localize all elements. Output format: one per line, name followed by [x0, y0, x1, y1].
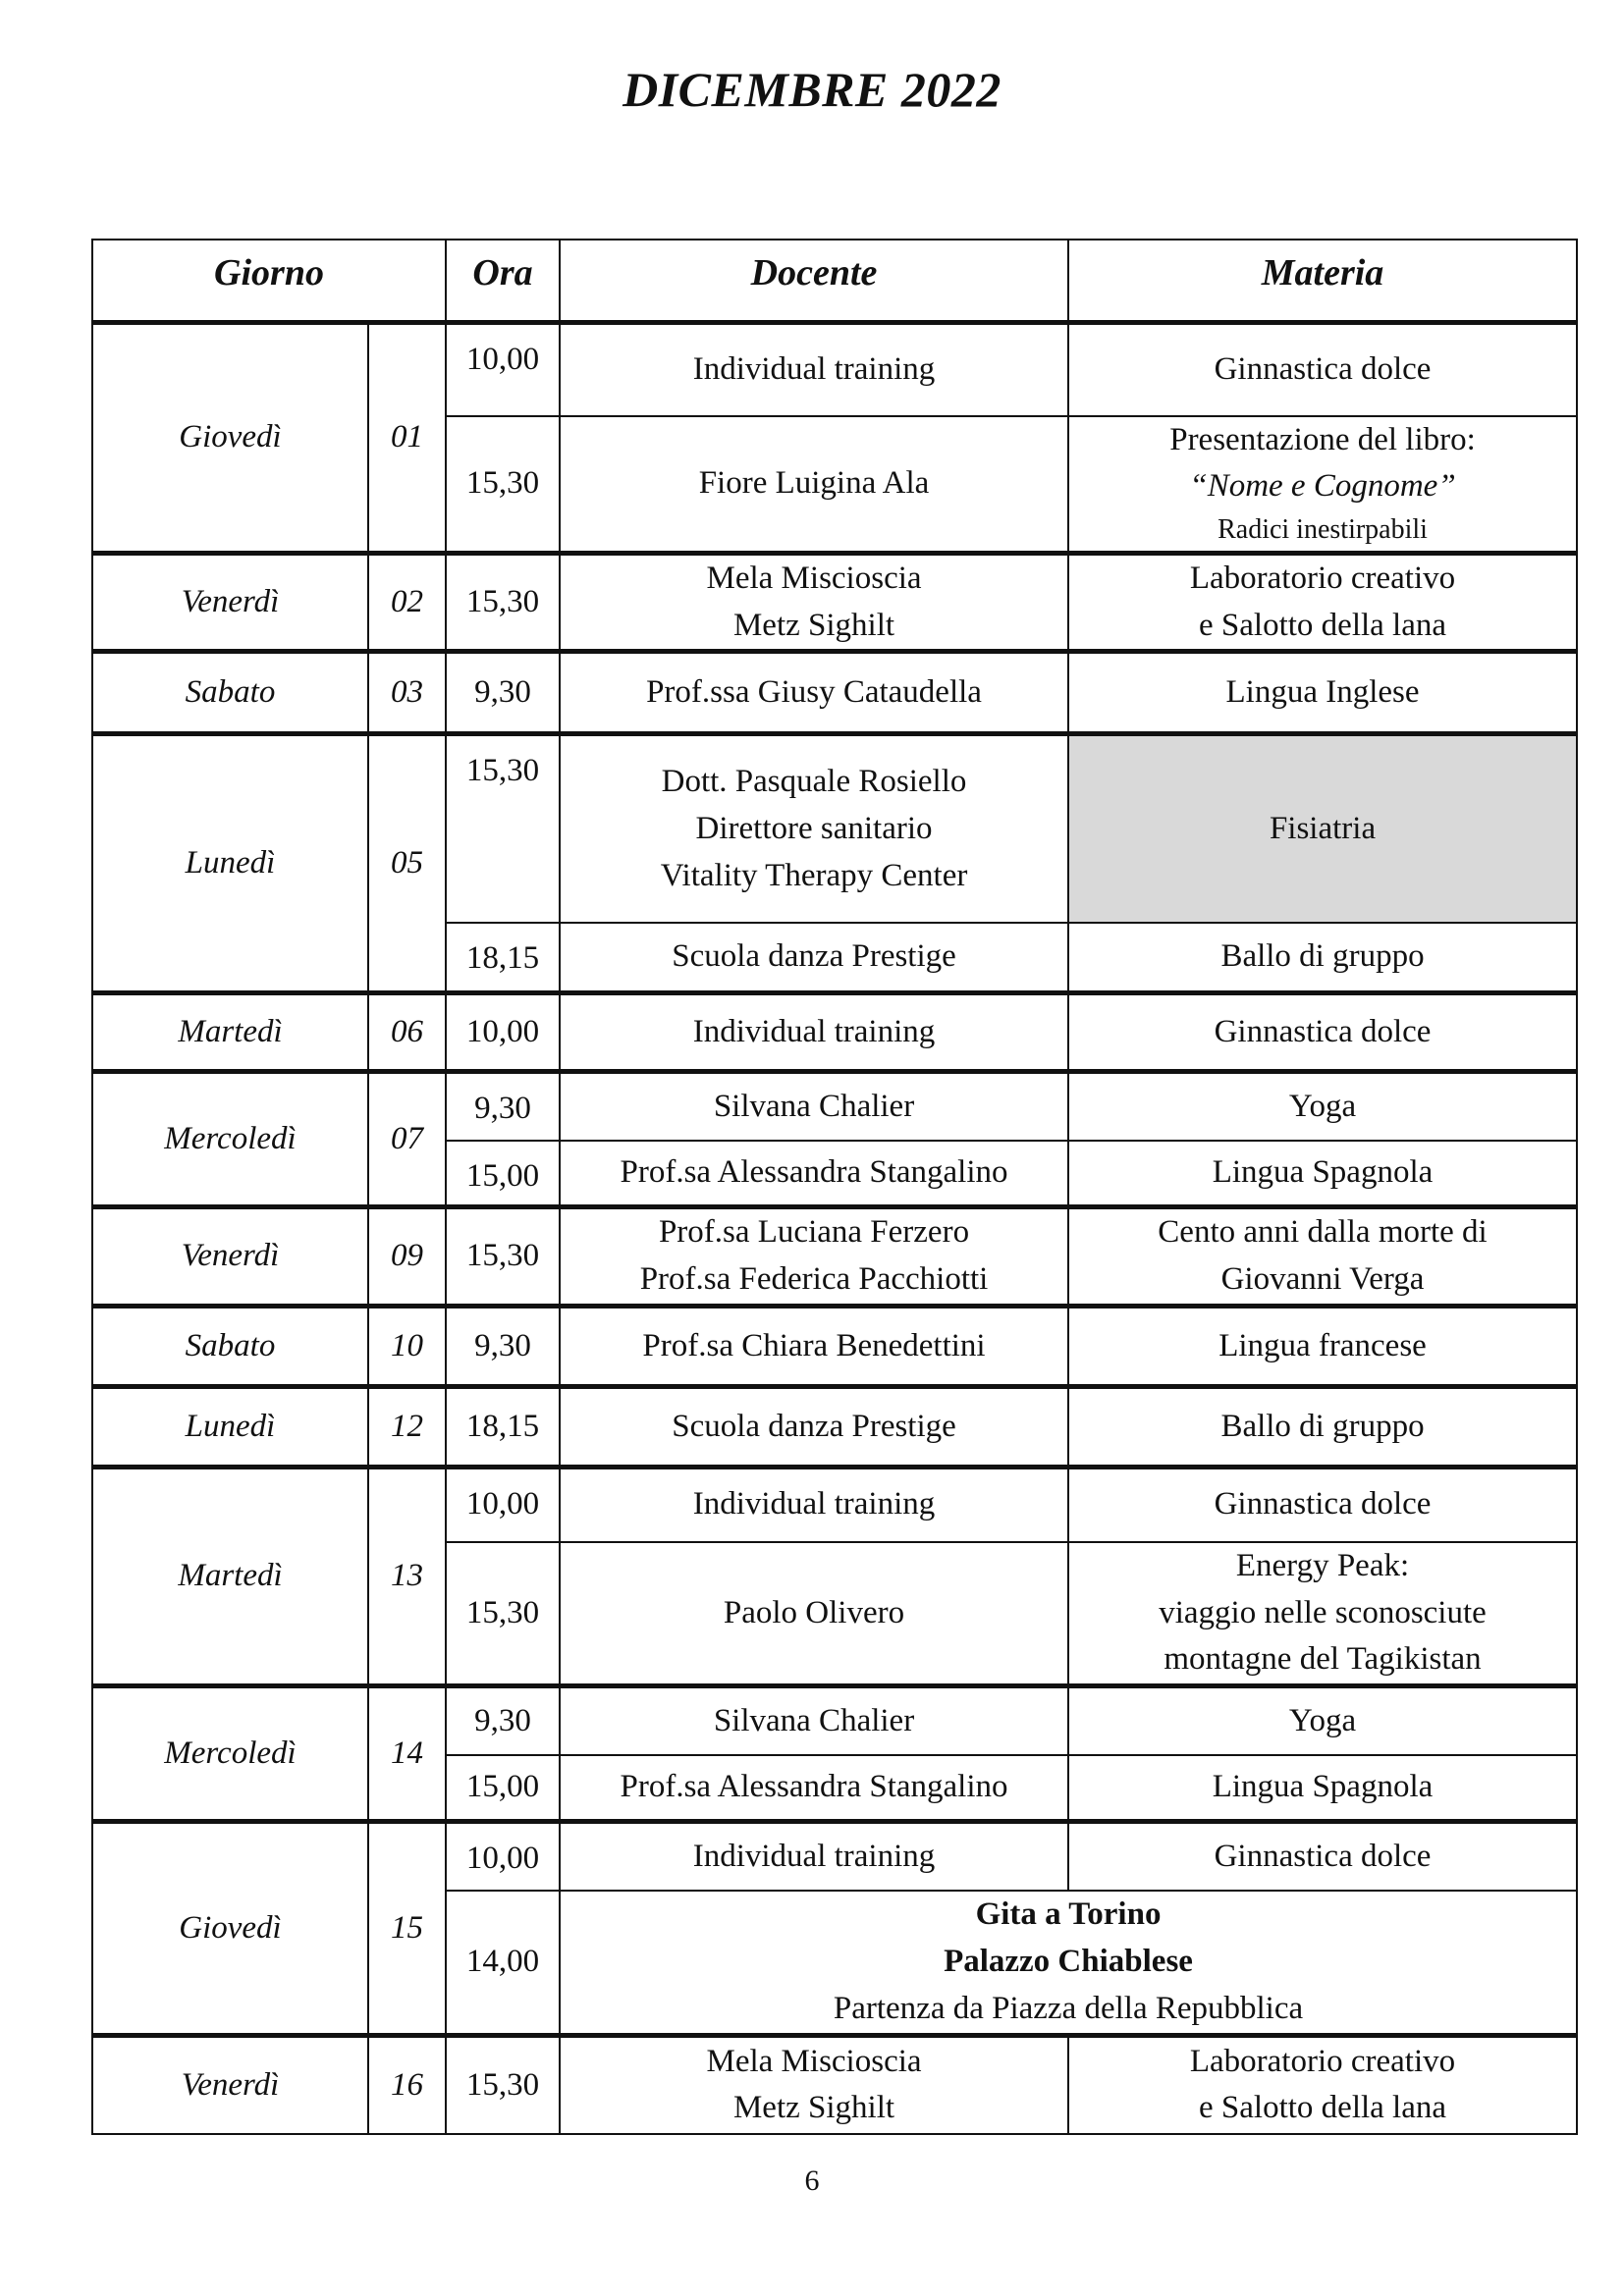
docente-line: Individual training	[692, 1838, 936, 1874]
materia-cell	[1068, 923, 1577, 993]
time-cell: 10,00	[446, 323, 560, 416]
day-number: 16	[368, 2036, 446, 2134]
time-cell: 15,30	[446, 1542, 560, 1686]
day-number: 15	[368, 1822, 446, 2036]
materia-line: Yoga	[1288, 1702, 1357, 1738]
docente-line: Fiore Luigina Ala	[698, 464, 930, 501]
schedule-body	[92, 323, 1577, 2134]
schedule-row	[92, 1207, 1577, 1307]
docente-line: Scuola danza Prestige	[672, 1408, 956, 1444]
materia-line: Energy Peak:	[1235, 1547, 1410, 1583]
day-number: 10	[368, 1307, 446, 1387]
docente-line: Individual training	[692, 1014, 936, 1050]
schedule-row	[92, 1307, 1577, 1387]
time-cell: 18,15	[446, 1387, 560, 1468]
docente-cell	[560, 1141, 1068, 1207]
docente-line: Prof.sa Alessandra Stangalino	[620, 1769, 1008, 1805]
docente-line: Dott. Pasquale Rosiello	[661, 763, 967, 799]
materia-cell	[1068, 1072, 1577, 1141]
docente-line: Mela Miscioscia	[706, 560, 922, 596]
day-number: 12	[368, 1387, 446, 1468]
docente-line: Mela Miscioscia	[706, 2043, 922, 2079]
materia-line: Ginnastica dolce	[1214, 350, 1432, 387]
time-cell: 10,00	[446, 1822, 560, 1891]
schedule-row	[92, 1072, 1577, 1141]
docente-line: Prof.sa Luciana Ferzero	[658, 1214, 970, 1251]
materia-line: Radici inestirpabili	[1218, 514, 1428, 546]
day-name: Sabato	[92, 652, 368, 734]
event-line: Partenza da Piazza della Repubblica	[833, 1990, 1304, 2026]
materia-cell	[1068, 1686, 1577, 1755]
docente-cell	[560, 734, 1068, 923]
docente-cell	[560, 1072, 1068, 1141]
day-number: 07	[368, 1072, 446, 1207]
docente-line: Prof.ssa Giusy Cataudella	[646, 674, 982, 711]
docente-cell	[560, 1822, 1068, 1891]
docente-cell	[560, 416, 1068, 554]
day-number: 01	[368, 323, 446, 554]
day-number: 03	[368, 652, 446, 734]
materia-line: Fisiatria	[1269, 810, 1377, 846]
materia-line: Presentazione del libro:	[1169, 421, 1476, 457]
header-docente: Docente	[560, 240, 1068, 323]
docente-line: Metz Sighilt	[732, 2090, 895, 2126]
time-cell: 18,15	[446, 923, 560, 993]
day-name: Mercoledì	[92, 1072, 368, 1207]
time-cell: 15,30	[446, 553, 560, 652]
materia-line: Giovanni Verga	[1220, 1261, 1425, 1298]
materia-cell	[1068, 2036, 1577, 2134]
materia-cell	[1068, 1822, 1577, 1891]
materia-line: Lingua Inglese	[1225, 674, 1420, 711]
day-number: 05	[368, 734, 446, 993]
day-number: 09	[368, 1207, 446, 1307]
day-name: Venerdì	[92, 2036, 368, 2134]
materia-line: Cento anni dalla morte di	[1158, 1214, 1488, 1251]
docente-cell	[560, 1468, 1068, 1542]
header-row	[92, 240, 1577, 323]
materia-cell	[1068, 1755, 1577, 1822]
materia-line: Laboratorio creativo	[1189, 560, 1456, 596]
materia-line: Ginnastica dolce	[1214, 1014, 1432, 1050]
materia-cell	[1068, 1387, 1577, 1468]
header-materia: Materia	[1068, 240, 1577, 323]
header-giorno: Giorno	[92, 240, 446, 323]
day-name: Lunedì	[92, 1387, 368, 1468]
materia-cell	[1068, 1542, 1577, 1686]
docente-cell	[560, 2036, 1068, 2134]
docente-cell	[560, 1307, 1068, 1387]
docente-cell	[560, 923, 1068, 993]
schedule-table	[91, 239, 1578, 2135]
docente-cell	[560, 1207, 1068, 1307]
docente-line: Silvana Chalier	[713, 1088, 915, 1124]
docente-line: Prof.sa Federica Pacchiotti	[639, 1261, 989, 1298]
docente-line: Individual training	[692, 350, 936, 387]
event-cell	[560, 1891, 1577, 2036]
materia-line: Ginnastica dolce	[1214, 1486, 1432, 1522]
day-name: Martedì	[92, 1468, 368, 1686]
time-cell: 15,30	[446, 1207, 560, 1307]
materia-cell	[1068, 734, 1577, 923]
materia-line: Laboratorio creativo	[1189, 2043, 1456, 2079]
time-cell: 14,00	[446, 1891, 560, 2036]
time-cell: 9,30	[446, 1686, 560, 1755]
schedule-row	[92, 553, 1577, 652]
day-name: Lunedì	[92, 734, 368, 993]
materia-line: e Salotto della lana	[1199, 2090, 1447, 2126]
time-cell: 9,30	[446, 1072, 560, 1141]
header-ora: Ora	[446, 240, 560, 323]
materia-line: Ballo di gruppo	[1220, 938, 1425, 975]
docente-line: Prof.sa Alessandra Stangalino	[620, 1154, 1008, 1191]
day-number: 06	[368, 993, 446, 1072]
docente-cell	[560, 1387, 1068, 1468]
time-cell: 9,30	[446, 652, 560, 734]
schedule-row	[92, 1822, 1577, 1891]
day-name: Giovedì	[92, 1822, 368, 2036]
page-title: DICEMBRE 2022	[623, 62, 1001, 117]
time-cell: 15,00	[446, 1141, 560, 1207]
docente-line: Metz Sighilt	[732, 607, 895, 643]
materia-cell	[1068, 1307, 1577, 1387]
materia-cell	[1068, 323, 1577, 416]
docente-line: Scuola danza Prestige	[672, 938, 956, 975]
day-name: Martedì	[92, 993, 368, 1072]
day-name: Mercoledì	[92, 1686, 368, 1822]
time-cell: 10,00	[446, 993, 560, 1072]
day-number: 13	[368, 1468, 446, 1686]
day-name: Venerdì	[92, 553, 368, 652]
time-cell: 10,00	[446, 1468, 560, 1542]
materia-line: montagne del Tagikistan	[1164, 1641, 1482, 1678]
docente-cell	[560, 1686, 1068, 1755]
materia-line: Lingua francese	[1218, 1327, 1427, 1363]
schedule-row	[92, 652, 1577, 734]
materia-line: Yoga	[1288, 1088, 1357, 1124]
docente-cell	[560, 652, 1068, 734]
materia-line: Ballo di gruppo	[1220, 1408, 1425, 1444]
docente-cell	[560, 323, 1068, 416]
schedule-row	[92, 1468, 1577, 1542]
schedule-row	[92, 1686, 1577, 1755]
time-cell: 15,00	[446, 1755, 560, 1822]
materia-line: e Salotto della lana	[1199, 607, 1447, 643]
materia-line: “Nome e Cognome”	[1189, 468, 1456, 505]
docente-line: Paolo Olivero	[723, 1594, 905, 1630]
day-name: Giovedì	[92, 323, 368, 554]
schedule-row	[92, 1387, 1577, 1468]
event-line: Gita a Torino	[975, 1896, 1162, 1933]
schedule-row	[92, 734, 1577, 923]
materia-cell	[1068, 416, 1577, 554]
materia-cell	[1068, 1207, 1577, 1307]
schedule-row	[92, 323, 1577, 416]
docente-cell	[560, 553, 1068, 652]
materia-cell	[1068, 652, 1577, 734]
docente-line: Vitality Therapy Center	[660, 857, 968, 893]
event-line: Palazzo Chiablese	[944, 1944, 1193, 1980]
docente-line: Individual training	[692, 1486, 936, 1522]
docente-line: Direttore sanitario	[695, 810, 933, 846]
day-name: Sabato	[92, 1307, 368, 1387]
time-cell: 15,30	[446, 416, 560, 554]
day-number: 02	[368, 553, 446, 652]
schedule-row	[92, 2036, 1577, 2134]
docente-cell	[560, 1542, 1068, 1686]
schedule-row	[92, 993, 1577, 1072]
docente-line: Prof.sa Chiara Benedettini	[642, 1327, 986, 1363]
time-cell: 9,30	[446, 1307, 560, 1387]
docente-cell	[560, 1755, 1068, 1822]
materia-cell	[1068, 993, 1577, 1072]
time-cell: 15,30	[446, 734, 560, 923]
materia-line: viaggio nelle sconosciute	[1159, 1594, 1487, 1630]
day-number: 14	[368, 1686, 446, 1822]
materia-cell	[1068, 1141, 1577, 1207]
materia-line: Lingua Spagnola	[1212, 1769, 1434, 1805]
page-number: 6	[804, 2164, 820, 2197]
materia-line: Lingua Spagnola	[1212, 1154, 1434, 1191]
docente-cell	[560, 993, 1068, 1072]
day-name: Venerdì	[92, 1207, 368, 1307]
materia-cell	[1068, 553, 1577, 652]
time-cell: 15,30	[446, 2036, 560, 2134]
materia-line: Ginnastica dolce	[1214, 1838, 1432, 1874]
materia-cell	[1068, 1468, 1577, 1542]
docente-line: Silvana Chalier	[713, 1702, 915, 1738]
